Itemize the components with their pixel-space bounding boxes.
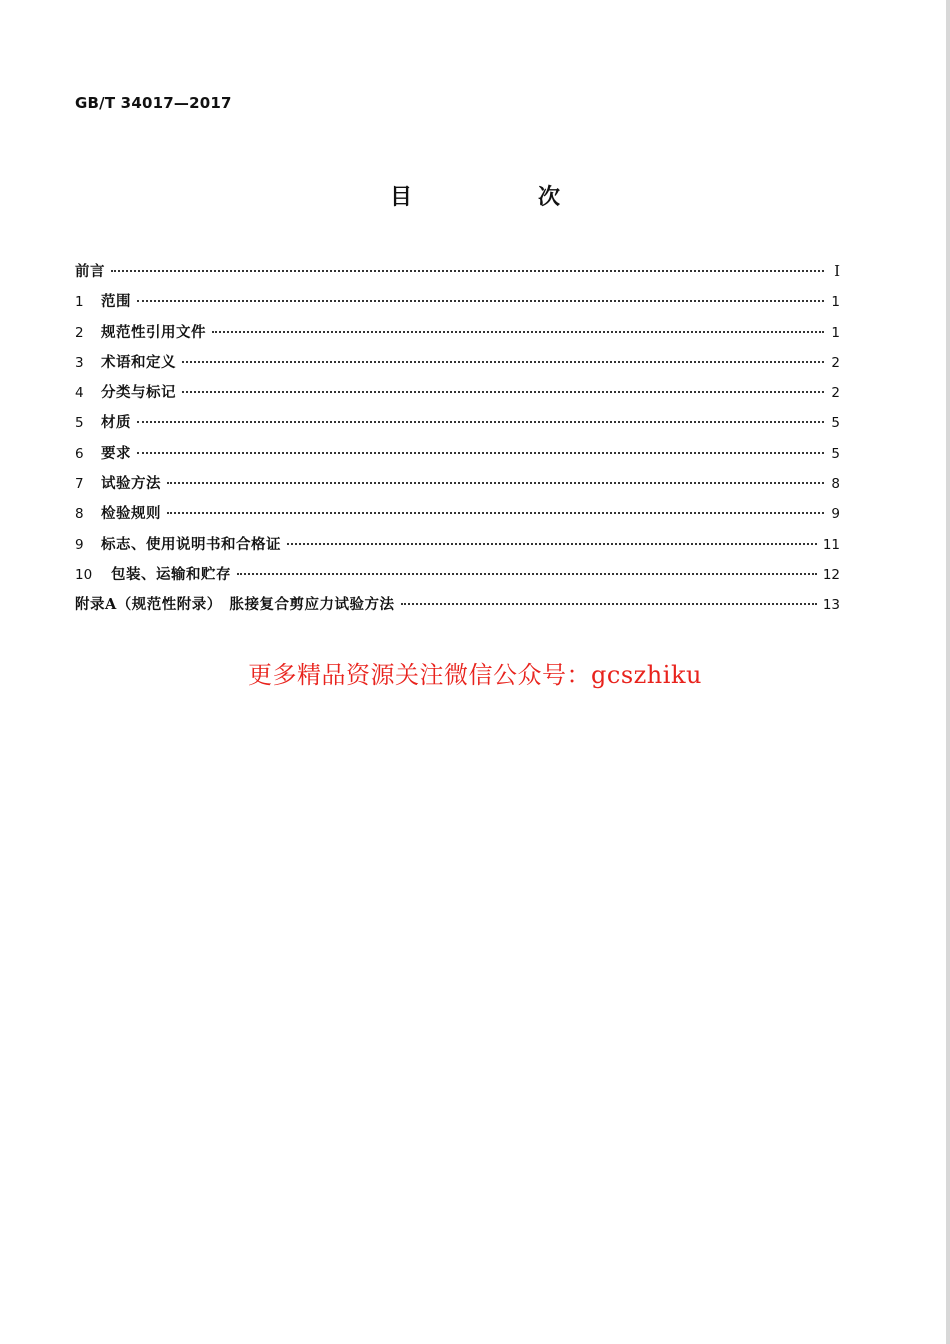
toc-dot-leader — [182, 361, 824, 363]
toc-entry-10[interactable] — [75, 563, 840, 593]
toc-entry-label: 前言 — [75, 263, 105, 280]
toc-entry-annex-a[interactable] — [75, 593, 840, 623]
toc-entry-foreword[interactable] — [75, 260, 840, 290]
toc-entry-label: 规范性引用文件 — [101, 323, 206, 341]
toc-entry-1[interactable] — [75, 290, 840, 320]
toc-entry-page: 13 — [822, 597, 840, 614]
toc-entry-page: 2 — [831, 385, 840, 402]
toc-entry-number: 4 — [75, 385, 84, 402]
toc-entry-7[interactable] — [75, 472, 840, 502]
toc-entry-label: 材质 — [101, 414, 131, 432]
toc-entry-6[interactable] — [75, 442, 840, 472]
toc-dot-leader — [401, 603, 817, 605]
toc-entry-label: 术语和定义 — [101, 353, 176, 371]
toc-dot-leader — [167, 512, 824, 514]
toc-entry-number: 8 — [75, 506, 84, 523]
toc-dot-leader — [137, 300, 824, 302]
promo-watermark-text: 更多精品资源关注微信公众号：gcszhiku — [248, 661, 702, 689]
toc-entry-label: 包装、运输和贮存 — [111, 565, 231, 583]
toc-entry-label: 范围 — [101, 293, 131, 311]
toc-entry-number: 3 — [75, 354, 84, 371]
toc-entry-page: 11 — [822, 536, 840, 553]
toc-dot-leader — [111, 270, 824, 272]
toc-entry-page: 12 — [822, 566, 840, 583]
toc-entry-label: 检验规则 — [101, 505, 161, 523]
toc-entry-label: 分类与标记 — [101, 384, 176, 402]
toc-entry-label: 试验方法 — [101, 475, 161, 493]
toc-dot-leader — [137, 452, 824, 454]
standard-code: GB/T 34017—2017 — [75, 94, 232, 112]
toc-dot-leader — [237, 573, 817, 575]
toc-entry-label: 要求 — [101, 444, 131, 462]
toc-entry-page: 1 — [831, 324, 840, 341]
toc-entry-number: 10 — [75, 566, 93, 583]
toc-entry-page: 8 — [831, 476, 840, 493]
toc-dot-leader — [287, 543, 817, 545]
toc-entry-9[interactable] — [75, 533, 840, 563]
toc-entry-number: 9 — [75, 536, 84, 553]
toc-entry-page: 5 — [831, 445, 840, 462]
toc-entry-5[interactable] — [75, 411, 840, 441]
toc-entry-number: 2 — [75, 324, 84, 341]
toc-dot-leader — [212, 331, 824, 333]
toc-entry-number: 6 — [75, 445, 84, 462]
toc-dot-leader — [137, 421, 824, 423]
toc-entry-2[interactable] — [75, 321, 840, 351]
table-of-contents — [75, 260, 840, 624]
toc-entry-number: 5 — [75, 415, 84, 432]
toc-entry-number: 7 — [75, 476, 84, 493]
toc-entry-8[interactable] — [75, 502, 840, 532]
toc-title: 目 次 — [389, 185, 612, 210]
toc-entry-page: Ⅰ — [834, 262, 840, 280]
toc-entry-3[interactable] — [75, 351, 840, 381]
toc-entry-page: 5 — [831, 415, 840, 432]
toc-entry-page: 1 — [831, 294, 840, 311]
toc-entry-page: 9 — [831, 506, 840, 523]
toc-dot-leader — [167, 482, 824, 484]
toc-entry-label: 附录A（规范性附录） 胀接复合剪应力试验方法 — [75, 596, 395, 614]
toc-dot-leader — [182, 391, 824, 393]
toc-entry-number: 1 — [75, 294, 84, 311]
toc-entry-4[interactable] — [75, 381, 840, 411]
toc-entry-label: 标志、使用说明书和合格证 — [101, 535, 281, 553]
toc-entry-page: 2 — [831, 354, 840, 371]
